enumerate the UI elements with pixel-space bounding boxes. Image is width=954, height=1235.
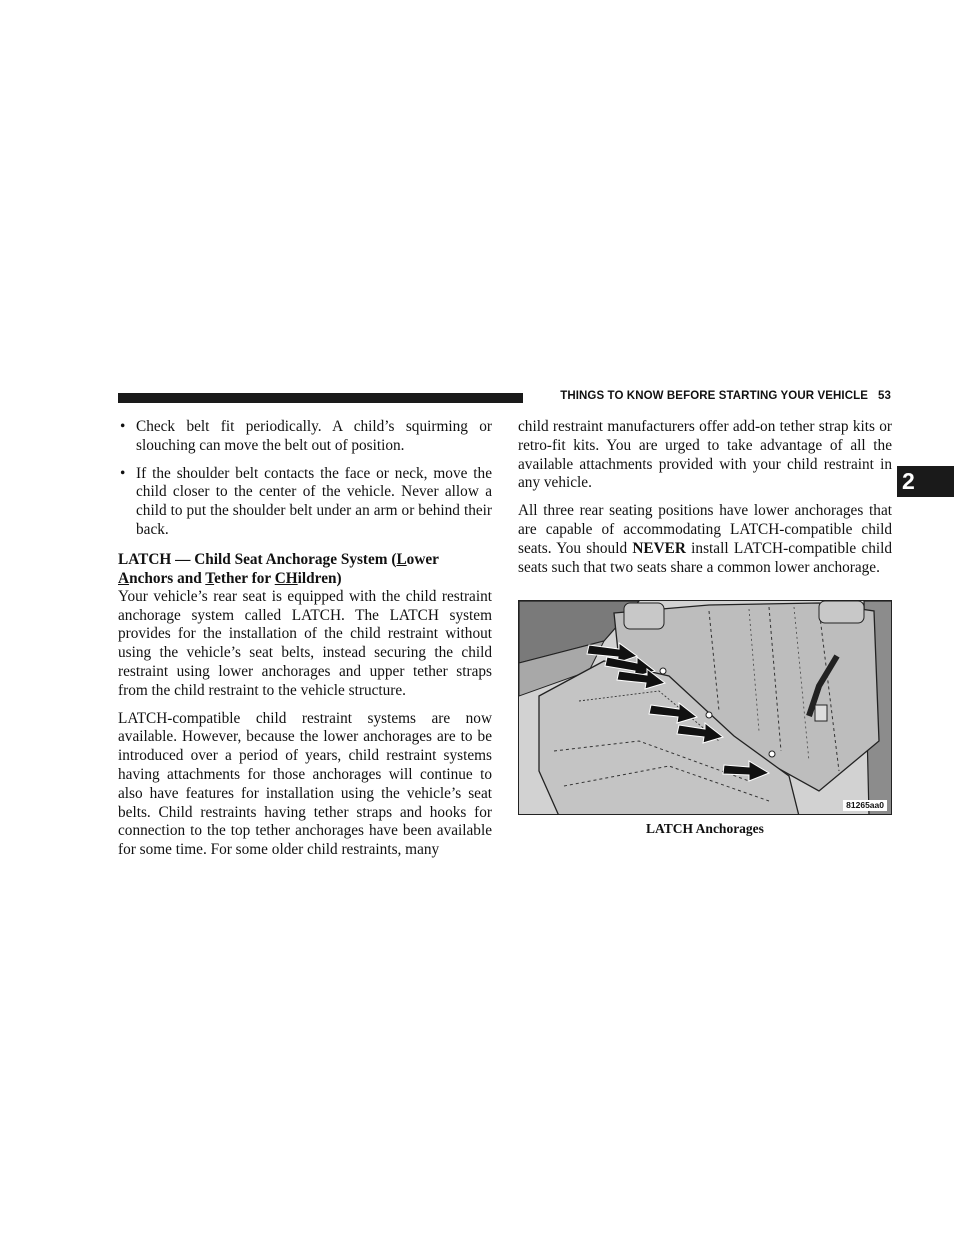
bullet-icon: • bbox=[120, 418, 126, 435]
body-paragraph: LATCH-compatible child restraint systems are now available. However, because the lower anchorages are to be introduced over a period of years, child restraint systems having attachments for those anchorages will continue to also have features for installation using the vehicle’s seat belts. Child restraints having tether straps and hooks for connection to the top tether anchorages have been available for some time. For some older child restraints, many bbox=[118, 709, 492, 859]
never-emphasis: NEVER bbox=[632, 539, 686, 557]
figure-code: 81265aa0 bbox=[843, 800, 887, 811]
section-title: THINGS TO KNOW BEFORE STARTING YOUR VEHICLE bbox=[560, 390, 868, 402]
body-paragraph: All three rear seating positions have lower anchorages that are capable of accommodating LATCH-compatible child seats. You should NEVER install LATCH-compatible child seats such that two seats share a common lower anchorage. bbox=[518, 502, 893, 576]
section-heading: LATCH — Child Seat Anchorage System (Lower Anchors and Tether for CHildren) bbox=[118, 550, 439, 587]
body-paragraph: Your vehicle’s rear seat is equipped with the child restraint anchorage system called LATCH. The LATCH system provides for the installation of the child restraint without using the vehicle’s seat belts, instead securing the child restraint using lower anchorages and upper tether straps from the child restraint to the vehicle structure. bbox=[118, 587, 492, 699]
figure-caption: LATCH Anchorages bbox=[646, 821, 764, 836]
left-column bbox=[118, 418, 492, 869]
running-header bbox=[533, 390, 891, 402]
body-paragraph: child restraint manufacturers offer add-on tether strap kits or retro-fit kits. You are urged to take advantage of all the available attachments provided with your child restraint in any vehicle. bbox=[518, 418, 892, 492]
latch-anchorages-figure bbox=[518, 600, 892, 815]
header-bar bbox=[118, 393, 523, 403]
bullet-item: • Check belt fit periodically. A child’s squirming or slouching can move the belt out of position. bbox=[120, 418, 492, 454]
page-number: 53 bbox=[878, 390, 891, 402]
rear-seat-latch-illustration bbox=[519, 601, 892, 815]
bullet-icon: • bbox=[120, 464, 126, 482]
chapter-tab: 2 bbox=[897, 466, 954, 497]
right-column bbox=[518, 418, 892, 586]
bullet-item: • If the shoulder belt contacts the face or neck, move the child closer to the center of the vehicle. Never allow a child to put the shoulder belt under an arm or behind their back. bbox=[120, 464, 492, 538]
